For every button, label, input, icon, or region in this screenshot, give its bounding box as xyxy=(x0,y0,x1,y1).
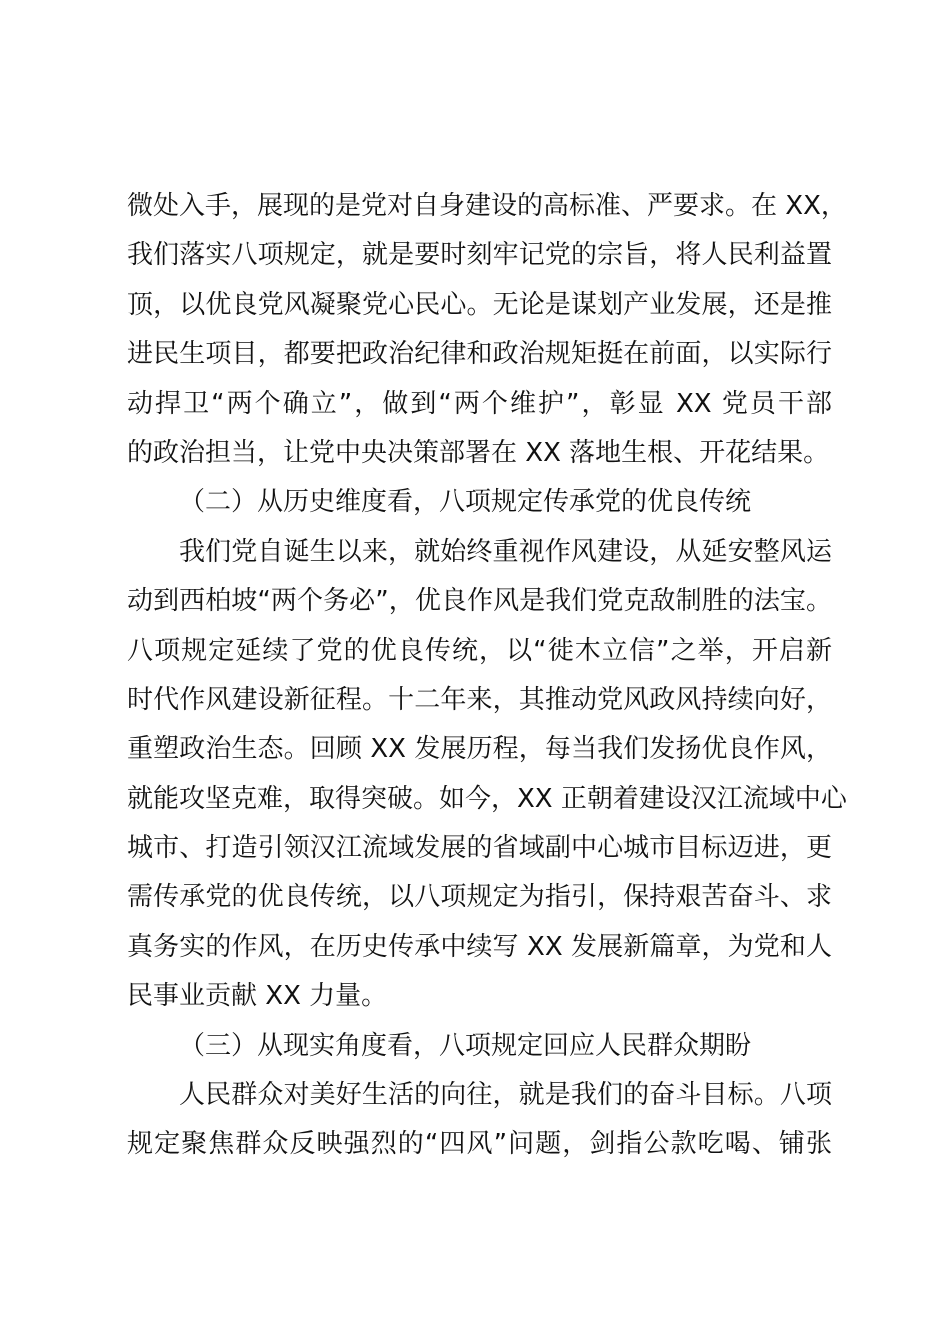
text-line: 重塑政治生态。回顾 XX 发展历程，每当我们发扬优良作风， xyxy=(127,734,832,765)
text-line: （三）从现实角度看，八项规定回应人民群众期盼 xyxy=(179,1030,752,1061)
document-body xyxy=(127,182,847,1170)
text-line: 我们落实八项规定，就是要时刻牢记党的宗旨，将人民利益置 xyxy=(127,240,832,271)
text-line: 需传承党的优良传统，以八项规定为指引，保持艰苦奋斗、求 xyxy=(127,882,832,913)
text-line: 顶，以优良党风凝聚党心民心。无论是谋划产业发展，还是推 xyxy=(127,289,832,320)
text-line: 微处入手，展现的是党对自身建设的高标准、严要求。在 XX， xyxy=(127,191,847,221)
text-line: 城市、打造引领汉江流域发展的省域副中心城市目标迈进，更 xyxy=(127,833,832,864)
text-line: 八项规定延续了党的优良传统，以“徙木立信”之举，开启新 xyxy=(127,635,832,666)
text-line: 民事业贡献 XX 力量。 xyxy=(127,981,388,1012)
text-line: 我们党自诞生以来，就始终重视作风建设，从延安整风运 xyxy=(179,536,832,567)
text-line: 真务实的作风，在历史传承中续写 XX 发展新篇章，为党和人 xyxy=(127,931,832,962)
text-line: 动到西柏坡“两个务必”，优良作风是我们党克敌制胜的法宝。 xyxy=(127,586,832,617)
text-line: 时代作风建设新征程。十二年来，其推动党风政风持续向好， xyxy=(127,684,832,715)
text-line: 人民群众对美好生活的向往，就是我们的奋斗目标。八项 xyxy=(179,1080,832,1111)
text-line: 就能攻坚克难，取得突破。如今，XX 正朝着建设汉江流域中心 xyxy=(127,783,847,814)
text-line: 的政治担当，让党中央决策部署在 XX 落地生根、开花结果。 xyxy=(127,437,830,468)
text-line: （二）从历史维度看，八项规定传承党的优良传统 xyxy=(179,487,752,518)
text-line: 进民生项目，都要把政治纪律和政治规矩挺在前面，以实际行 xyxy=(127,339,832,370)
text-line: 规定聚焦群众反映强烈的“四风”问题，剑指公款吃喝、铺张 xyxy=(127,1129,832,1160)
text-line: 动捍卫“两个确立”，做到“两个维护”，彰显 XX 党员干部 xyxy=(127,388,832,419)
